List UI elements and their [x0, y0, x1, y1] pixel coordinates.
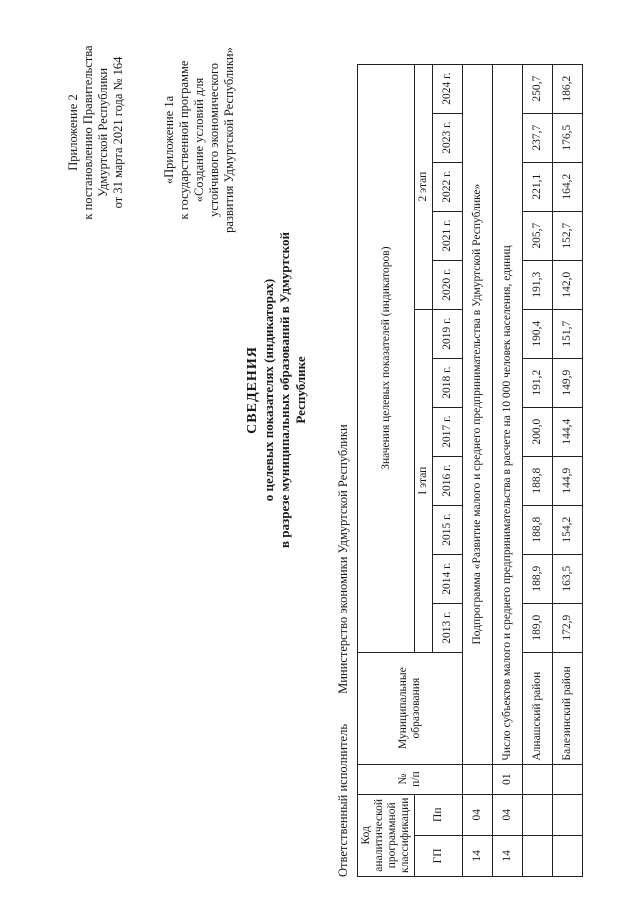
header-values: Значения целевых показателей (индикаторов)	[358, 64, 415, 652]
header-year: 2017 г.	[433, 407, 463, 456]
value-cell: 250,7	[523, 64, 553, 113]
appendix-1a-line: устойчивого экономического	[207, 62, 221, 218]
header-year: 2014 г.	[433, 554, 463, 603]
value-cell: 144,9	[553, 456, 583, 505]
appendix-1a-block	[162, 30, 237, 250]
row-num	[523, 764, 553, 794]
header-stage-2: 2 этап	[415, 64, 433, 309]
appendix-line: от 31 марта 2021 года № 164	[111, 56, 125, 209]
value-cell: 152,7	[553, 211, 583, 260]
appendix-line: к постановлению Правительства	[81, 45, 95, 220]
value-cell: 144,4	[553, 407, 583, 456]
row-num	[553, 764, 583, 794]
header-year: 2020 г.	[433, 260, 463, 309]
header-year: 2015 г.	[433, 505, 463, 554]
value-cell: 221,1	[523, 162, 553, 211]
responsible-executor	[336, 317, 351, 877]
responsible-label: Ответственный исполнитель	[336, 723, 350, 877]
value-cell: 186,2	[553, 64, 583, 113]
header-year: 2013 г.	[433, 603, 463, 652]
header-year: 2022 г.	[433, 162, 463, 211]
header-year: 2019 г.	[433, 309, 463, 358]
municipality-name: Алнашский район	[523, 652, 553, 764]
header-year: 2024 г.	[433, 64, 463, 113]
appendix-1a-line: развития Удмуртской Республики»	[222, 47, 236, 233]
appendix-block	[66, 30, 126, 235]
indicator-row	[493, 64, 523, 876]
title-line-1: СВЕДЕНИЯ	[245, 346, 260, 434]
row-gp	[553, 835, 583, 876]
indicator-num: 01	[493, 764, 523, 794]
indicator-title: Число субъектов малого и среднего предпринимательства в расчете на 10 000 человек населения, единиц	[493, 64, 523, 764]
municipality-name: Балезинский район	[553, 652, 583, 764]
value-cell: 189,0	[523, 603, 553, 652]
subprogram-num	[463, 764, 493, 794]
value-cell: 237,7	[523, 113, 553, 162]
value-cell: 163,5	[553, 554, 583, 603]
value-cell: 172,9	[553, 603, 583, 652]
responsible-value: Министерство экономики Удмуртской Республики	[336, 424, 350, 694]
title-line-2: о целевых показателях (индикаторах)	[261, 278, 276, 502]
header-year: 2018 г.	[433, 358, 463, 407]
value-cell: 151,7	[553, 309, 583, 358]
header-gp: ГП	[415, 835, 463, 876]
table-row	[523, 64, 553, 876]
header-num: № п/п	[358, 764, 463, 794]
subprogram-gp: 14	[463, 835, 493, 876]
value-cell: 176,5	[553, 113, 583, 162]
indicators-table	[357, 64, 583, 877]
subprogram-title: Подпрограмма «Развитие малого и среднего предпринимательства в Удмуртской Республике»	[463, 64, 493, 764]
row-gp	[523, 835, 553, 876]
value-cell: 191,3	[523, 260, 553, 309]
table-row	[553, 64, 583, 876]
document-title	[244, 205, 309, 575]
header-year: 2021 г.	[433, 211, 463, 260]
indicator-gp: 14	[493, 835, 523, 876]
value-cell: 188,8	[523, 456, 553, 505]
appendix-1a-line: «Приложение 1а	[162, 95, 176, 185]
header-code: Код аналитической программной классификации	[358, 794, 415, 876]
header-municipalities: Муниципальные образования	[358, 652, 463, 764]
value-cell: 188,8	[523, 505, 553, 554]
value-cell: 200,0	[523, 407, 553, 456]
value-cell: 190,4	[523, 309, 553, 358]
header-year: 2023 г.	[433, 113, 463, 162]
value-cell: 188,9	[523, 554, 553, 603]
header-year: 2016 г.	[433, 456, 463, 505]
subprogram-row	[463, 64, 493, 876]
value-cell: 149,9	[553, 358, 583, 407]
appendix-line: Приложение 2	[66, 94, 80, 171]
value-cell: 205,7	[523, 211, 553, 260]
row-pp	[523, 794, 553, 835]
row-pp	[553, 794, 583, 835]
value-cell: 191,2	[523, 358, 553, 407]
title-line-3: в разрезе муниципальных образований в Удмуртской Республике	[277, 232, 308, 548]
appendix-line: Удмуртской Республики	[96, 67, 110, 198]
appendix-1a-line: к государственной программе	[177, 60, 191, 220]
header-pp: Пп	[415, 794, 463, 835]
value-cell: 142,0	[553, 260, 583, 309]
appendix-1a-line: «Создание условий для	[192, 77, 206, 203]
indicator-pp: 04	[493, 794, 523, 835]
subprogram-pp: 04	[463, 794, 493, 835]
header-stage-1: I этап	[415, 309, 433, 652]
value-cell: 164,2	[553, 162, 583, 211]
value-cell: 154,2	[553, 505, 583, 554]
